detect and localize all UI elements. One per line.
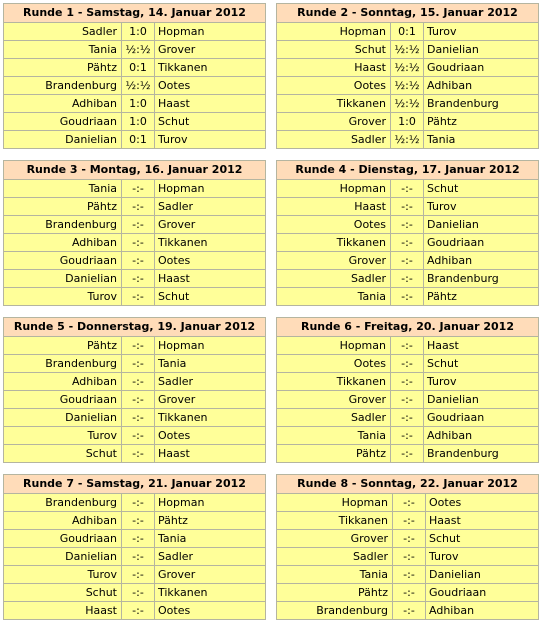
game-result: -:- bbox=[122, 548, 155, 566]
black-player: Sadler bbox=[155, 373, 266, 391]
game-row bbox=[4, 494, 266, 512]
game-result: -:- bbox=[391, 445, 424, 463]
white-player: Ootes bbox=[277, 355, 391, 373]
white-player: Pähtz bbox=[277, 584, 393, 602]
white-player: Goudriaan bbox=[4, 530, 122, 548]
game-row bbox=[277, 548, 539, 566]
game-result: 1:0 bbox=[122, 23, 155, 41]
black-player: Turov bbox=[426, 548, 539, 566]
white-player: Tania bbox=[4, 180, 122, 198]
game-result: 1:0 bbox=[122, 95, 155, 113]
game-row bbox=[4, 409, 266, 427]
game-result: -:- bbox=[122, 180, 155, 198]
round-title: Runde 3 - Montag, 16. Januar 2012 bbox=[4, 161, 266, 180]
game-result: -:- bbox=[122, 234, 155, 252]
black-player: Ootes bbox=[155, 602, 266, 620]
white-player: Ootes bbox=[277, 77, 391, 95]
game-row bbox=[277, 252, 539, 270]
white-player: Brandenburg bbox=[4, 216, 122, 234]
game-row bbox=[277, 23, 539, 41]
game-result: ½:½ bbox=[391, 77, 424, 95]
white-player: Danielian bbox=[4, 131, 122, 149]
game-row bbox=[277, 494, 539, 512]
game-result: -:- bbox=[393, 548, 426, 566]
game-row bbox=[4, 23, 266, 41]
black-player: Tikkanen bbox=[155, 409, 266, 427]
game-row bbox=[4, 391, 266, 409]
black-player: Danielian bbox=[426, 566, 539, 584]
game-result: -:- bbox=[391, 216, 424, 234]
black-player: Ootes bbox=[155, 252, 266, 270]
white-player: Schut bbox=[4, 584, 122, 602]
black-player: Turov bbox=[424, 198, 539, 216]
game-result: 1:0 bbox=[122, 113, 155, 131]
black-player: Brandenburg bbox=[424, 270, 539, 288]
black-player: Adhiban bbox=[424, 427, 539, 445]
white-player: Grover bbox=[277, 530, 393, 548]
black-player: Haast bbox=[155, 95, 266, 113]
white-player: Sadler bbox=[277, 131, 391, 149]
game-result: -:- bbox=[391, 252, 424, 270]
white-player: Pähtz bbox=[277, 445, 391, 463]
white-player: Hopman bbox=[277, 23, 391, 41]
black-player: Brandenburg bbox=[424, 445, 539, 463]
white-player: Schut bbox=[277, 41, 391, 59]
game-result: -:- bbox=[393, 494, 426, 512]
black-player: Pähtz bbox=[424, 288, 539, 306]
game-result: -:- bbox=[391, 288, 424, 306]
game-row bbox=[4, 270, 266, 288]
black-player: Adhiban bbox=[426, 602, 539, 620]
white-player: Tania bbox=[277, 427, 391, 445]
game-row bbox=[4, 427, 266, 445]
black-player: Ootes bbox=[426, 494, 539, 512]
black-player: Tania bbox=[155, 530, 266, 548]
white-player: Sadler bbox=[277, 270, 391, 288]
game-row bbox=[277, 391, 539, 409]
game-result: -:- bbox=[391, 270, 424, 288]
white-player: Schut bbox=[4, 445, 122, 463]
game-row bbox=[277, 216, 539, 234]
game-row bbox=[4, 355, 266, 373]
black-player: Haast bbox=[426, 512, 539, 530]
black-player: Goudriaan bbox=[426, 584, 539, 602]
white-player: Grover bbox=[277, 252, 391, 270]
white-player: Goudriaan bbox=[4, 113, 122, 131]
round-title: Runde 5 - Donnerstag, 19. Januar 2012 bbox=[4, 318, 266, 337]
game-row bbox=[277, 59, 539, 77]
white-player: Haast bbox=[277, 198, 391, 216]
game-result: 1:0 bbox=[391, 113, 424, 131]
game-result: -:- bbox=[393, 512, 426, 530]
game-row bbox=[277, 270, 539, 288]
game-result: -:- bbox=[122, 252, 155, 270]
white-player: Pähtz bbox=[4, 59, 122, 77]
black-player: Grover bbox=[155, 216, 266, 234]
black-player: Schut bbox=[424, 180, 539, 198]
white-player: Tikkanen bbox=[277, 373, 391, 391]
white-player: Grover bbox=[277, 113, 391, 131]
black-player: Adhiban bbox=[424, 252, 539, 270]
game-result: -:- bbox=[122, 584, 155, 602]
game-row bbox=[277, 512, 539, 530]
white-player: Hopman bbox=[277, 180, 391, 198]
white-player: Turov bbox=[4, 288, 122, 306]
white-player: Danielian bbox=[4, 270, 122, 288]
game-result: ½:½ bbox=[122, 77, 155, 95]
white-player: Tikkanen bbox=[277, 95, 391, 113]
game-result: -:- bbox=[122, 445, 155, 463]
black-player: Schut bbox=[155, 288, 266, 306]
game-result: -:- bbox=[122, 355, 155, 373]
game-result: -:- bbox=[391, 198, 424, 216]
black-player: Goudriaan bbox=[424, 59, 539, 77]
round-2-table bbox=[276, 3, 539, 149]
round-1-table bbox=[3, 3, 266, 149]
black-player: Tikkanen bbox=[155, 584, 266, 602]
white-player: Brandenburg bbox=[277, 602, 393, 620]
game-result: -:- bbox=[122, 566, 155, 584]
white-player: Haast bbox=[277, 59, 391, 77]
game-row bbox=[4, 95, 266, 113]
game-result: -:- bbox=[122, 337, 155, 355]
game-row bbox=[4, 337, 266, 355]
white-player: Tikkanen bbox=[277, 512, 393, 530]
white-player: Adhiban bbox=[4, 373, 122, 391]
game-row bbox=[4, 530, 266, 548]
black-player: Danielian bbox=[424, 41, 539, 59]
game-result: -:- bbox=[122, 602, 155, 620]
black-player: Schut bbox=[155, 113, 266, 131]
round-title: Runde 6 - Freitag, 20. Januar 2012 bbox=[277, 318, 539, 337]
black-player: Pähtz bbox=[155, 512, 266, 530]
black-player: Grover bbox=[155, 391, 266, 409]
white-player: Danielian bbox=[4, 548, 122, 566]
game-result: ½:½ bbox=[391, 131, 424, 149]
white-player: Ootes bbox=[277, 216, 391, 234]
game-result: ½:½ bbox=[122, 41, 155, 59]
black-player: Tania bbox=[424, 131, 539, 149]
game-row bbox=[4, 548, 266, 566]
game-result: -:- bbox=[391, 234, 424, 252]
game-row bbox=[277, 409, 539, 427]
game-row bbox=[277, 602, 539, 620]
game-row bbox=[277, 180, 539, 198]
white-player: Pähtz bbox=[4, 198, 122, 216]
game-result: -:- bbox=[393, 530, 426, 548]
game-row bbox=[277, 288, 539, 306]
game-row bbox=[4, 584, 266, 602]
white-player: Adhiban bbox=[4, 234, 122, 252]
game-row bbox=[277, 198, 539, 216]
white-player: Grover bbox=[277, 391, 391, 409]
round-title: Runde 8 - Sonntag, 22. Januar 2012 bbox=[277, 475, 539, 494]
game-result: -:- bbox=[393, 602, 426, 620]
white-player: Goudriaan bbox=[4, 391, 122, 409]
black-player: Danielian bbox=[424, 391, 539, 409]
black-player: Haast bbox=[155, 445, 266, 463]
white-player: Adhiban bbox=[4, 95, 122, 113]
white-player: Sadler bbox=[4, 23, 122, 41]
black-player: Turov bbox=[424, 373, 539, 391]
game-row bbox=[277, 77, 539, 95]
game-result: -:- bbox=[122, 198, 155, 216]
black-player: Grover bbox=[155, 566, 266, 584]
black-player: Goudriaan bbox=[424, 234, 539, 252]
round-5-table bbox=[3, 317, 266, 463]
game-row bbox=[4, 131, 266, 149]
white-player: Tikkanen bbox=[277, 234, 391, 252]
game-row bbox=[4, 512, 266, 530]
game-row bbox=[4, 234, 266, 252]
game-row bbox=[4, 198, 266, 216]
game-result: -:- bbox=[122, 512, 155, 530]
black-player: Tikkanen bbox=[155, 59, 266, 77]
game-result: ½:½ bbox=[391, 41, 424, 59]
game-result: -:- bbox=[122, 216, 155, 234]
black-player: Goudriaan bbox=[424, 409, 539, 427]
black-player: Ootes bbox=[155, 427, 266, 445]
black-player: Adhiban bbox=[424, 77, 539, 95]
black-player: Hopman bbox=[155, 337, 266, 355]
game-result: -:- bbox=[122, 270, 155, 288]
white-player: Haast bbox=[4, 602, 122, 620]
game-result: -:- bbox=[122, 427, 155, 445]
game-row bbox=[4, 445, 266, 463]
game-result: -:- bbox=[122, 409, 155, 427]
black-player: Haast bbox=[424, 337, 539, 355]
round-title: Runde 4 - Dienstag, 17. Januar 2012 bbox=[277, 161, 539, 180]
black-player: Schut bbox=[424, 355, 539, 373]
game-result: -:- bbox=[391, 391, 424, 409]
game-result: 0:1 bbox=[122, 59, 155, 77]
black-player: Hopman bbox=[155, 494, 266, 512]
game-result: -:- bbox=[391, 180, 424, 198]
black-player: Danielian bbox=[424, 216, 539, 234]
white-player: Danielian bbox=[4, 409, 122, 427]
white-player: Turov bbox=[4, 427, 122, 445]
game-result: -:- bbox=[391, 355, 424, 373]
white-player: Brandenburg bbox=[4, 355, 122, 373]
black-player: Hopman bbox=[155, 180, 266, 198]
game-row bbox=[277, 530, 539, 548]
game-row bbox=[277, 113, 539, 131]
game-row bbox=[4, 288, 266, 306]
white-player: Pähtz bbox=[4, 337, 122, 355]
white-player: Tania bbox=[277, 566, 393, 584]
game-row bbox=[277, 95, 539, 113]
black-player: Brandenburg bbox=[424, 95, 539, 113]
white-player: Hopman bbox=[277, 337, 391, 355]
game-row bbox=[4, 59, 266, 77]
game-row bbox=[4, 216, 266, 234]
game-row bbox=[4, 113, 266, 131]
game-row bbox=[277, 445, 539, 463]
game-row bbox=[277, 131, 539, 149]
game-result: -:- bbox=[122, 530, 155, 548]
round-title: Runde 1 - Samstag, 14. Januar 2012 bbox=[4, 4, 266, 23]
game-result: -:- bbox=[393, 566, 426, 584]
game-row bbox=[4, 180, 266, 198]
round-8-table bbox=[276, 474, 539, 620]
round-6-table bbox=[276, 317, 539, 463]
game-row bbox=[4, 373, 266, 391]
game-row bbox=[277, 566, 539, 584]
white-player: Goudriaan bbox=[4, 252, 122, 270]
black-player: Ootes bbox=[155, 77, 266, 95]
game-result: -:- bbox=[391, 409, 424, 427]
game-result: -:- bbox=[391, 373, 424, 391]
game-row bbox=[277, 355, 539, 373]
white-player: Sadler bbox=[277, 548, 393, 566]
game-result: 0:1 bbox=[391, 23, 424, 41]
round-7-table bbox=[3, 474, 266, 620]
black-player: Tikkanen bbox=[155, 234, 266, 252]
black-player: Tania bbox=[155, 355, 266, 373]
game-result: -:- bbox=[391, 337, 424, 355]
game-row bbox=[277, 373, 539, 391]
round-3-table bbox=[3, 160, 266, 306]
game-result: -:- bbox=[391, 427, 424, 445]
game-row bbox=[4, 41, 266, 59]
black-player: Grover bbox=[155, 41, 266, 59]
round-title: Runde 2 - Sonntag, 15. Januar 2012 bbox=[277, 4, 539, 23]
white-player: Tania bbox=[4, 41, 122, 59]
white-player: Tania bbox=[277, 288, 391, 306]
game-result: -:- bbox=[393, 584, 426, 602]
game-result: ½:½ bbox=[391, 59, 424, 77]
game-row bbox=[4, 566, 266, 584]
round-title: Runde 7 - Samstag, 21. Januar 2012 bbox=[4, 475, 266, 494]
game-result: -:- bbox=[122, 494, 155, 512]
black-player: Schut bbox=[426, 530, 539, 548]
game-row bbox=[277, 41, 539, 59]
game-result: 0:1 bbox=[122, 131, 155, 149]
black-player: Pähtz bbox=[424, 113, 539, 131]
black-player: Sadler bbox=[155, 548, 266, 566]
black-player: Turov bbox=[424, 23, 539, 41]
game-row bbox=[4, 77, 266, 95]
round-4-table bbox=[276, 160, 539, 306]
game-result: -:- bbox=[122, 288, 155, 306]
white-player: Brandenburg bbox=[4, 77, 122, 95]
game-row bbox=[277, 584, 539, 602]
game-row bbox=[4, 602, 266, 620]
black-player: Sadler bbox=[155, 198, 266, 216]
game-row bbox=[277, 427, 539, 445]
game-result: -:- bbox=[122, 373, 155, 391]
game-row bbox=[277, 337, 539, 355]
game-row bbox=[277, 234, 539, 252]
game-result: -:- bbox=[122, 391, 155, 409]
white-player: Turov bbox=[4, 566, 122, 584]
white-player: Brandenburg bbox=[4, 494, 122, 512]
black-player: Hopman bbox=[155, 23, 266, 41]
game-result: ½:½ bbox=[391, 95, 424, 113]
white-player: Adhiban bbox=[4, 512, 122, 530]
black-player: Turov bbox=[155, 131, 266, 149]
black-player: Haast bbox=[155, 270, 266, 288]
white-player: Sadler bbox=[277, 409, 391, 427]
game-row bbox=[4, 252, 266, 270]
white-player: Hopman bbox=[277, 494, 393, 512]
